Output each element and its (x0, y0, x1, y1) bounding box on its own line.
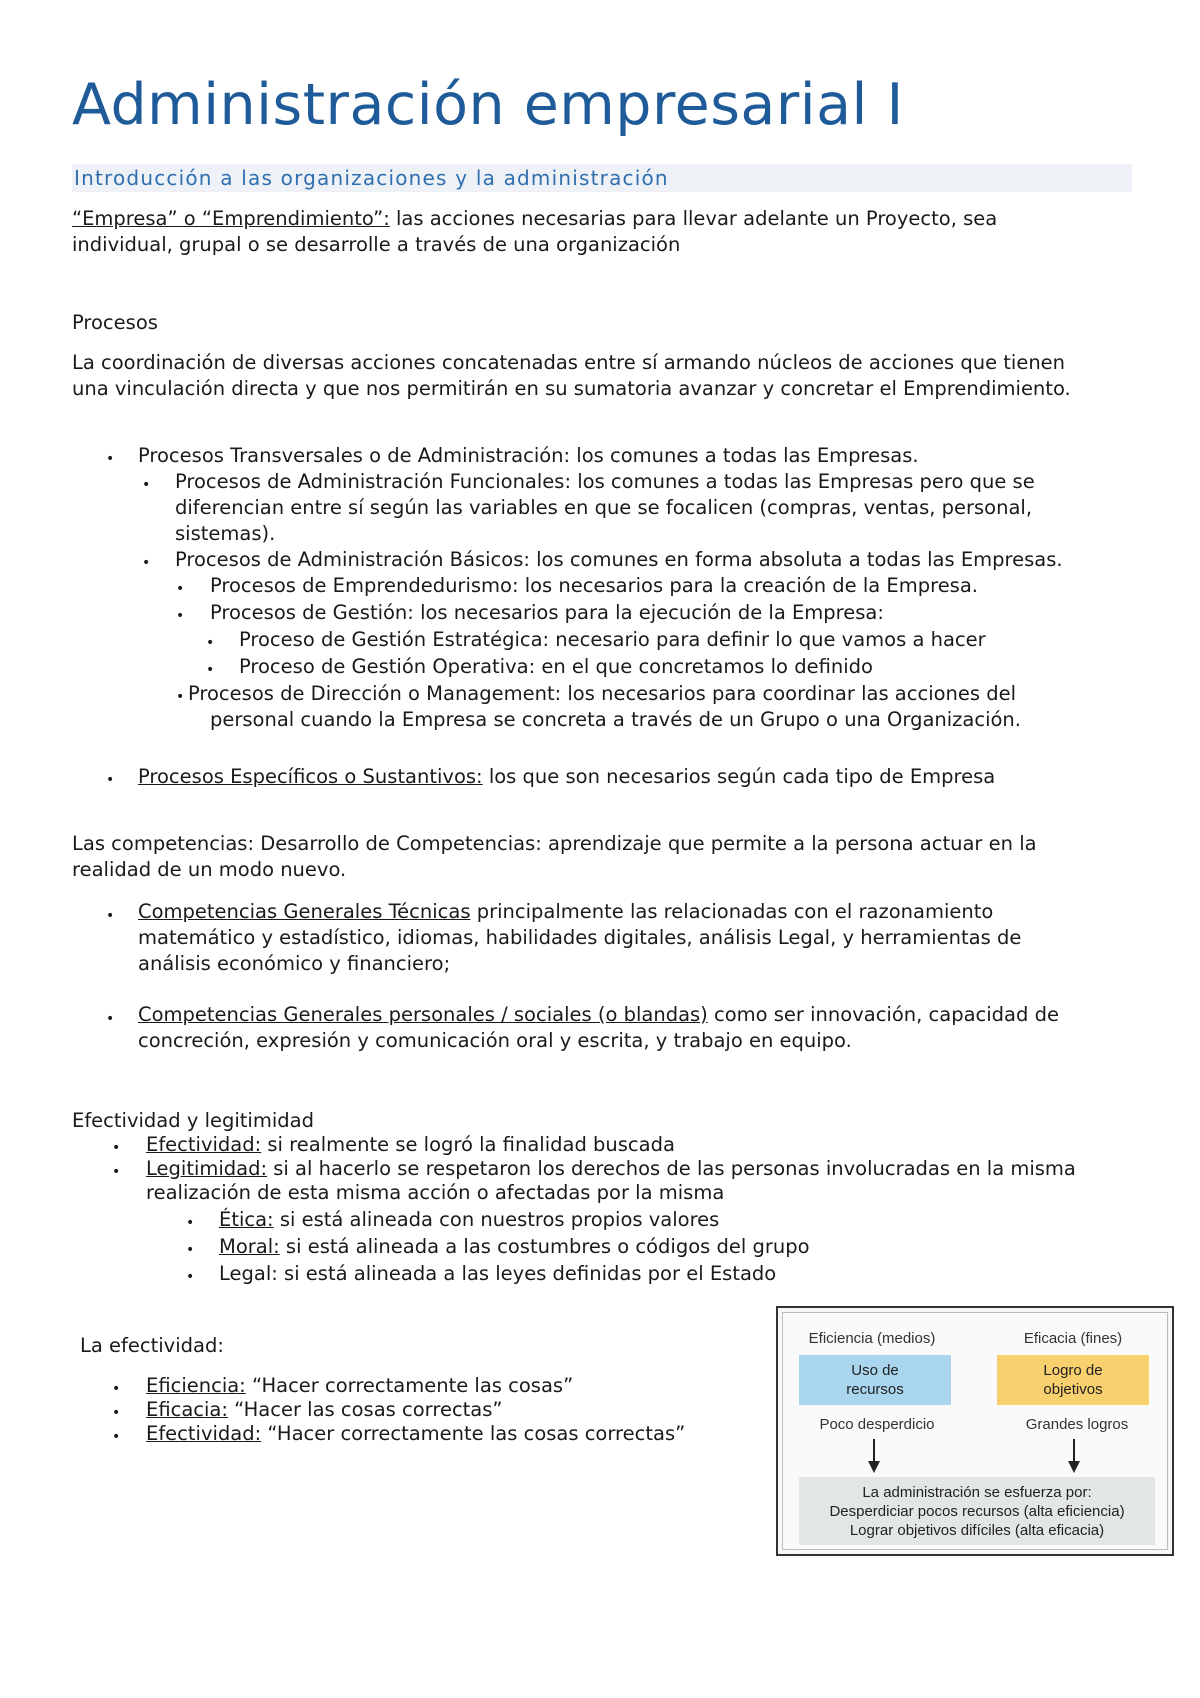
list-item: Procesos de Administración Básicos: los comunes en forma absoluta a todas las Empresas. (175, 548, 1063, 571)
tecnicas-text-1: principalmente las relacionadas con el razonamiento (470, 900, 994, 923)
list-item (138, 764, 995, 790)
administracion-summary-box (799, 1477, 1155, 1545)
list-item: Procesos de Emprendedurismo: los necesarios para la creación de la Empresa. (210, 574, 978, 597)
poco-desperdicio-caption: Poco desperdicio (819, 1416, 935, 1433)
legitimidad-term: Legitimidad: (146, 1157, 268, 1180)
diagram-left-header: Eficiencia (medios) (808, 1330, 936, 1347)
uso-recursos-box (799, 1355, 951, 1405)
list-item: Procesos de Administración Funcionales: los comunes a todas las Empresas pero que se (175, 470, 1035, 493)
list-item: Proceso de Gestión Estratégica: necesario para definir lo que vamos a hacer (239, 628, 986, 651)
bullet-icon: • (112, 1164, 121, 1180)
la-efectividad-heading: La efectividad: (80, 1334, 224, 1357)
section-subtitle: Introducción a las organizaciones y la administración (72, 164, 1132, 192)
legitimidad-text-1: si al hacerlo se respetaron los derechos de las personas involucradas en la misma (267, 1157, 1076, 1180)
bullet-icon: • (106, 908, 115, 924)
arrow-down-icon (873, 1439, 875, 1463)
list-item (138, 899, 1098, 977)
uso-recursos-line-2: recursos (846, 1381, 904, 1398)
bullet-icon: • (186, 1269, 195, 1285)
tecnicas-text-2: matemático y estadístico, idiomas, habilidades digitales, análisis Legal, y herramientas de (138, 926, 1022, 949)
diagram-frame (782, 1312, 1168, 1550)
eficiencia-text: “Hacer correctamente las cosas” (245, 1374, 574, 1397)
etica-text: si está alineada con nuestros propios valores (273, 1208, 720, 1231)
bullet-icon: • (112, 1140, 121, 1156)
arrow-head-icon (868, 1461, 880, 1473)
bullet-icon: • (112, 1381, 121, 1397)
logro-objetivos-line-1: Logro de (1043, 1362, 1103, 1379)
tecnicas-term: Competencias Generales Técnicas (138, 900, 471, 923)
summary-line-3: Lograr objetivos difíciles (alta eficacia) (849, 1522, 1105, 1539)
list-item (146, 1374, 573, 1398)
bullet-icon: • (112, 1405, 121, 1421)
efectividad-term: Efectividad: (146, 1133, 262, 1156)
grandes-logros-caption: Grandes logros (1025, 1416, 1129, 1433)
empresa-text-1: las acciones necesarias para llevar adelante un Proyecto, sea (389, 207, 998, 230)
personales-text-1: como ser innovación, capacidad de (707, 1003, 1059, 1026)
arrow-down-icon (1073, 1439, 1075, 1463)
bullet-icon: • (106, 451, 115, 467)
bullet-icon: • (176, 689, 185, 705)
page-title: Administración empresarial I (72, 72, 904, 138)
especificos-text: los que son necesarios según cada tipo de Empresa (482, 765, 996, 788)
eficiencia-eficacia-diagram (776, 1306, 1174, 1556)
list-item (146, 1398, 503, 1422)
moral-term: Moral: (219, 1235, 280, 1258)
etica-term: Ética: (219, 1208, 274, 1231)
eficacia-text: “Hacer las cosas correctas” (227, 1398, 503, 1421)
list-item (219, 1208, 719, 1232)
list-item: Procesos de Dirección o Management: los necesarios para coordinar las acciones del (188, 682, 1017, 705)
list-item: Procesos de Gestión: los necesarios para la ejecución de la Empresa: (210, 601, 884, 624)
list-item: Proceso de Gestión Operativa: en el que concretamos lo definido (239, 655, 873, 678)
bullet-icon: • (142, 477, 151, 493)
list-item (146, 1157, 1076, 1181)
list-item (146, 1422, 685, 1446)
empresa-text-2: individual, grupal o se desarrolle a través de una organización (72, 233, 681, 256)
arrow-head-icon (1068, 1461, 1080, 1473)
bullet-icon: • (142, 555, 151, 571)
eficiencia-term: Eficiencia: (146, 1374, 246, 1397)
procesos-p1: La coordinación de diversas acciones concatenadas entre sí armando núcleos de acciones que tienen (72, 351, 1066, 374)
list-item (138, 1002, 1118, 1054)
efectividad-def-text: “Hacer correctamente las cosas correctas” (261, 1422, 686, 1445)
personales-term: Competencias Generales personales / sociales (o blandas) (138, 1003, 708, 1026)
eficacia-term: Eficacia: (146, 1398, 228, 1421)
bullet-icon: • (206, 662, 215, 678)
bullet-icon: • (186, 1242, 195, 1258)
list-item (219, 1235, 810, 1259)
efectividad-text: si realmente se logró la finalidad buscada (261, 1133, 675, 1156)
bullet-icon: • (106, 1011, 115, 1027)
bullet-icon: • (176, 581, 185, 597)
bullet-icon: • (186, 1215, 195, 1231)
summary-line-2: Desperdiciar pocos recursos (alta eficiencia) (829, 1503, 1125, 1520)
diagram-right-header: Eficacia (fines) (1023, 1330, 1123, 1347)
efectividad-def-term: Efectividad: (146, 1422, 262, 1445)
bullet-icon: • (176, 608, 185, 624)
procesos-paragraph (72, 350, 1132, 402)
bullet-icon: • (206, 635, 215, 651)
list-item: Procesos Transversales o de Administración: los comunes a todas las Empresas. (138, 444, 919, 467)
competencias-p1: Las competencias: Desarrollo de Competencias: aprendizaje que permite a la persona actuar en la (72, 832, 1037, 855)
logro-objetivos-box (997, 1355, 1149, 1405)
competencias-paragraph (72, 831, 1132, 883)
list-item: sistemas). (175, 522, 276, 545)
list-item: Legal: si está alineada a las leyes definidas por el Estado (219, 1262, 777, 1285)
uso-recursos-line-1: Uso de (851, 1362, 899, 1379)
personales-text-2: concreción, expresión y comunicación oral y escrita, y trabajo en equipo. (138, 1029, 852, 1052)
bullet-icon: • (112, 1429, 121, 1445)
procesos-p2: una vinculación directa y que nos permitirán en su sumatoria avanzar y concretar el Emprendimiento. (72, 377, 1071, 400)
especificos-term: Procesos Específicos o Sustantivos: (138, 765, 483, 788)
list-item: realización de esta misma acción o afectadas por la misma (146, 1181, 725, 1204)
logro-objetivos-line-2: objetivos (1043, 1381, 1103, 1398)
moral-text: si está alineada a las costumbres o códigos del grupo (279, 1235, 810, 1258)
summary-line-1: La administración se esfuerza por: (862, 1484, 1092, 1501)
list-item (146, 1133, 675, 1157)
empresa-definition (72, 206, 1132, 258)
tecnicas-text-3: análisis económico y financiero; (138, 952, 451, 975)
procesos-heading: Procesos (72, 311, 158, 334)
bullet-icon: • (106, 772, 115, 788)
competencias-p2: realidad de un modo nuevo. (72, 858, 347, 881)
empresa-term: “Empresa” o “Emprendimiento”: (72, 207, 390, 230)
list-item: personal cuando la Empresa se concreta a través de un Grupo o una Organización. (210, 708, 1021, 731)
efectividad-heading: Efectividad y legitimidad (72, 1109, 314, 1132)
list-item: diferencian entre sí según las variables en que se focalicen (compras, ventas, personal, (175, 496, 1033, 519)
